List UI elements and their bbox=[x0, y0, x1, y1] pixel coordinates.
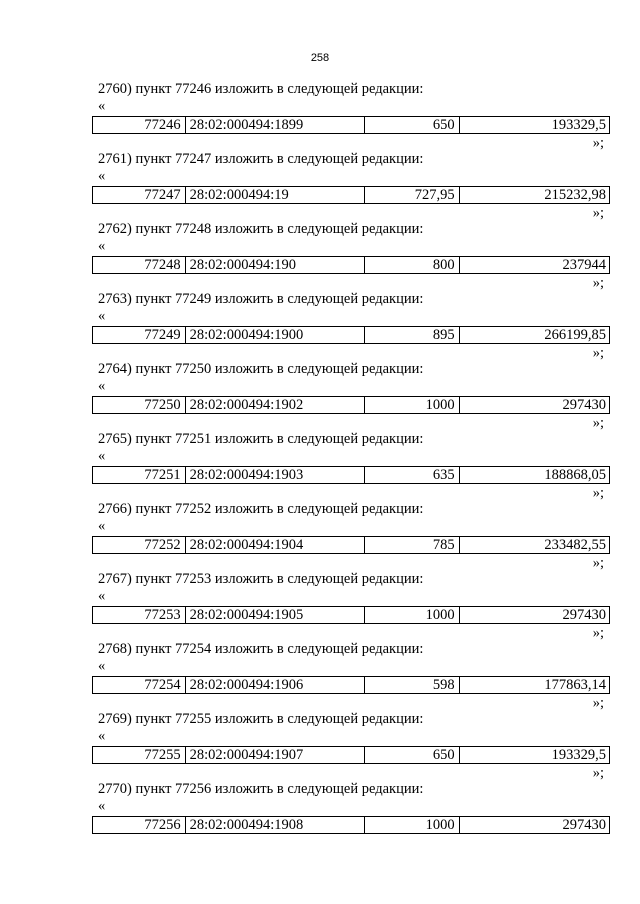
row-number-cell: 77249 bbox=[93, 327, 186, 343]
cadastral-number-cell: 28:02:000494:1907 bbox=[186, 747, 365, 763]
amendment-heading: 2764) пункт 77250 изложить в следующей редакции: bbox=[98, 361, 424, 377]
row-number-cell: 77246 bbox=[93, 117, 186, 133]
table-row bbox=[92, 256, 610, 274]
opening-quote: « bbox=[98, 308, 106, 324]
amendment-heading: 2770) пункт 77256 изложить в следующей редакции: bbox=[98, 781, 424, 797]
amendment-heading: 2767) пункт 77253 изложить в следующей редакции: bbox=[98, 571, 424, 587]
table-row bbox=[92, 676, 610, 694]
area-cell: 650 bbox=[365, 747, 460, 763]
amendment-entry bbox=[92, 571, 610, 641]
amendment-entry bbox=[92, 431, 610, 501]
area-cell: 785 bbox=[365, 537, 460, 553]
table-row bbox=[92, 396, 610, 414]
cadastral-number-cell: 28:02:000494:1905 bbox=[186, 607, 365, 623]
row-number-cell: 77255 bbox=[93, 747, 186, 763]
closing-quote: »; bbox=[592, 205, 604, 221]
value-cell: 233482,55 bbox=[544, 537, 606, 553]
area-cell: 895 bbox=[365, 327, 460, 343]
closing-quote: »; bbox=[592, 275, 604, 291]
opening-quote: « bbox=[98, 798, 106, 814]
opening-quote: « bbox=[98, 658, 106, 674]
closing-quote: »; bbox=[592, 765, 604, 781]
area-cell: 635 bbox=[365, 467, 460, 483]
amendment-heading: 2761) пункт 77247 изложить в следующей редакции: bbox=[98, 151, 424, 167]
opening-quote: « bbox=[98, 588, 106, 604]
table-row bbox=[92, 116, 610, 134]
area-cell: 650 bbox=[365, 117, 460, 133]
opening-quote: « bbox=[98, 168, 106, 184]
row-number-cell: 77248 bbox=[93, 257, 186, 273]
amendment-entry bbox=[92, 81, 610, 151]
cadastral-number-cell: 28:02:000494:190 bbox=[186, 257, 365, 273]
opening-quote: « bbox=[98, 518, 106, 534]
amendments-list bbox=[92, 81, 610, 851]
cadastral-number-cell: 28:02:000494:1902 bbox=[186, 397, 365, 413]
row-number-cell: 77254 bbox=[93, 677, 186, 693]
opening-quote: « bbox=[98, 728, 106, 744]
opening-quote: « bbox=[98, 98, 106, 114]
amendment-entry bbox=[92, 221, 610, 291]
value-cell: 188868,05 bbox=[544, 467, 606, 483]
value-cell: 215232,98 bbox=[544, 187, 606, 203]
table-row bbox=[92, 186, 610, 204]
value-cell: 193329,5 bbox=[551, 117, 606, 133]
table-row bbox=[92, 536, 610, 554]
area-cell: 800 bbox=[365, 257, 460, 273]
value-cell: 177863,14 bbox=[544, 677, 606, 693]
amendment-entry bbox=[92, 781, 610, 851]
amendment-heading: 2763) пункт 77249 изложить в следующей редакции: bbox=[98, 291, 424, 307]
row-number-cell: 77251 bbox=[93, 467, 186, 483]
amendment-heading: 2765) пункт 77251 изложить в следующей редакции: bbox=[98, 431, 424, 447]
opening-quote: « bbox=[98, 238, 106, 254]
cadastral-number-cell: 28:02:000494:1903 bbox=[186, 467, 365, 483]
amendment-entry bbox=[92, 151, 610, 221]
opening-quote: « bbox=[98, 378, 106, 394]
cadastral-number-cell: 28:02:000494:1900 bbox=[186, 327, 365, 343]
value-cell: 193329,5 bbox=[551, 747, 606, 763]
row-number-cell: 77250 bbox=[93, 397, 186, 413]
closing-quote: »; bbox=[592, 345, 604, 361]
cadastral-number-cell: 28:02:000494:1908 bbox=[186, 817, 365, 833]
value-cell: 297430 bbox=[562, 817, 606, 833]
table-row bbox=[92, 746, 610, 764]
amendment-entry bbox=[92, 711, 610, 781]
amendment-heading: 2762) пункт 77248 изложить в следующей редакции: bbox=[98, 221, 424, 237]
area-cell: 1000 bbox=[365, 397, 460, 413]
value-cell: 297430 bbox=[562, 397, 606, 413]
amendment-heading: 2766) пункт 77252 изложить в следующей редакции: bbox=[98, 501, 424, 517]
amendment-entry bbox=[92, 501, 610, 571]
table-row bbox=[92, 816, 610, 834]
amendment-entry bbox=[92, 641, 610, 711]
page-number: 258 bbox=[310, 52, 330, 64]
cadastral-number-cell: 28:02:000494:19 bbox=[186, 187, 365, 203]
cadastral-number-cell: 28:02:000494:1904 bbox=[186, 537, 365, 553]
closing-quote: »; bbox=[592, 135, 604, 151]
opening-quote: « bbox=[98, 448, 106, 464]
cadastral-number-cell: 28:02:000494:1906 bbox=[186, 677, 365, 693]
closing-quote: »; bbox=[592, 555, 604, 571]
area-cell: 727,95 bbox=[365, 187, 460, 203]
row-number-cell: 77247 bbox=[93, 187, 186, 203]
area-cell: 1000 bbox=[365, 607, 460, 623]
value-cell: 297430 bbox=[562, 607, 606, 623]
closing-quote: »; bbox=[592, 485, 604, 501]
amendment-heading: 2769) пункт 77255 изложить в следующей редакции: bbox=[98, 711, 424, 727]
area-cell: 1000 bbox=[365, 817, 460, 833]
row-number-cell: 77256 bbox=[93, 817, 186, 833]
table-row bbox=[92, 466, 610, 484]
area-cell: 598 bbox=[365, 677, 460, 693]
value-cell: 266199,85 bbox=[544, 327, 606, 343]
closing-quote: »; bbox=[592, 625, 604, 641]
row-number-cell: 77252 bbox=[93, 537, 186, 553]
row-number-cell: 77253 bbox=[93, 607, 186, 623]
cadastral-number-cell: 28:02:000494:1899 bbox=[186, 117, 365, 133]
value-cell: 237944 bbox=[562, 257, 606, 273]
table-row bbox=[92, 326, 610, 344]
closing-quote: »; bbox=[592, 695, 604, 711]
amendment-entry bbox=[92, 361, 610, 431]
table-row bbox=[92, 606, 610, 624]
amendment-heading: 2760) пункт 77246 изложить в следующей редакции: bbox=[98, 81, 424, 97]
amendment-entry bbox=[92, 291, 610, 361]
amendment-heading: 2768) пункт 77254 изложить в следующей редакции: bbox=[98, 641, 424, 657]
closing-quote: »; bbox=[592, 415, 604, 431]
